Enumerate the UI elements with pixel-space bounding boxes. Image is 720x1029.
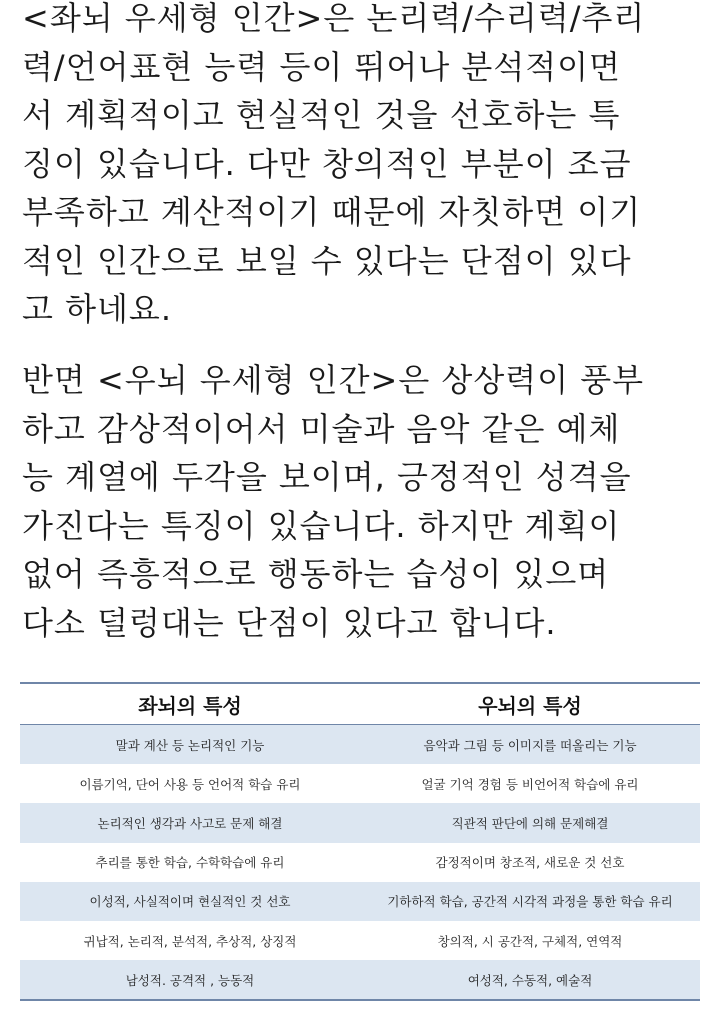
paragraph-left-brain: [22, 0, 645, 334]
paragraph-line: 능 계열에 두각을 보이며, 긍정적인 성격을: [22, 458, 632, 496]
right-trait-cell: 감정적이며 창조적, 새로운 것 선호: [360, 843, 700, 882]
right-trait-cell: 기하하적 학습, 공간적 시각적 과정을 통한 학습 유리: [360, 882, 700, 921]
paragraph-right-brain: [22, 356, 644, 647]
paragraph-line: 부족하고 계산적이기 때문에 자칫하면 이기: [22, 193, 642, 231]
left-trait-cell: 귀납적, 논리적, 분석적, 추상적, 상징적: [20, 921, 360, 960]
table-row: [20, 764, 700, 803]
paragraph-line: 징이 있습니다. 다만 창의적인 부분이 조금: [22, 144, 632, 183]
right-trait-cell: 음악과 그림 등 이미지를 떠올리는 기능: [360, 725, 700, 765]
paragraph-line: 가진다는 특징이 있습니다. 하지만 계획이: [22, 506, 621, 545]
table-row: [20, 921, 700, 960]
paragraph-line: 고 하네요.: [22, 290, 172, 328]
paragraph-line: 력/언어표현 능력 등이 뛰어나 분석적이면: [22, 47, 621, 86]
paragraph-line: <좌뇌 우세형 인간>은 논리력/수리력/추리: [22, 0, 646, 37]
table-header-row: [20, 683, 700, 725]
paragraph-line: 서 계획적이고 현실적인 것을 선호하는 특: [22, 96, 621, 134]
right-trait-cell: 여성적, 수동적, 예술적: [360, 960, 700, 1000]
table-row: [20, 960, 700, 1000]
paragraph-line: 다소 덜렁대는 단점이 있다고 합니다.: [22, 603, 557, 642]
header-left-brain: 좌뇌의 특성: [20, 683, 360, 725]
table-row: [20, 882, 700, 921]
table-row: [20, 725, 700, 765]
left-trait-cell: 논리적인 생각과 사고로 문제 해결: [20, 803, 360, 842]
table-row: [20, 803, 700, 842]
paragraph-line: 없어 즉흥적으로 행동하는 습성이 있으며: [22, 555, 610, 593]
header-right-brain: 우뇌의 특성: [360, 683, 700, 725]
brain-traits-table: [20, 682, 700, 1001]
paragraph-line: 하고 감상적이어서 미술과 음악 같은 예체: [22, 409, 621, 448]
paragraph-line: 반면 <우뇌 우세형 인간>은 상상력이 풍부: [22, 361, 645, 399]
left-trait-cell: 추리를 통한 학습, 수학학습에 유리: [20, 843, 360, 882]
brain-traits-table-container: [20, 682, 700, 1001]
right-trait-cell: 창의적, 시 공간적, 구체적, 연역적: [360, 921, 700, 960]
left-trait-cell: 남성적. 공격적 , 능동적: [20, 960, 360, 1000]
left-trait-cell: 말과 계산 등 논리적인 기능: [20, 725, 360, 765]
right-trait-cell: 직관적 판단에 의해 문제해결: [360, 803, 700, 842]
paragraph-line: 적인 인간으로 보일 수 있다는 단점이 있다: [22, 241, 632, 280]
table-row: [20, 843, 700, 882]
left-trait-cell: 이성적, 사실적이며 현실적인 것 선호: [20, 882, 360, 921]
right-trait-cell: 얼굴 기억 경험 등 비언어적 학습에 유리: [360, 764, 700, 803]
left-trait-cell: 이름기억, 단어 사용 등 언어적 학습 유리: [20, 764, 360, 803]
